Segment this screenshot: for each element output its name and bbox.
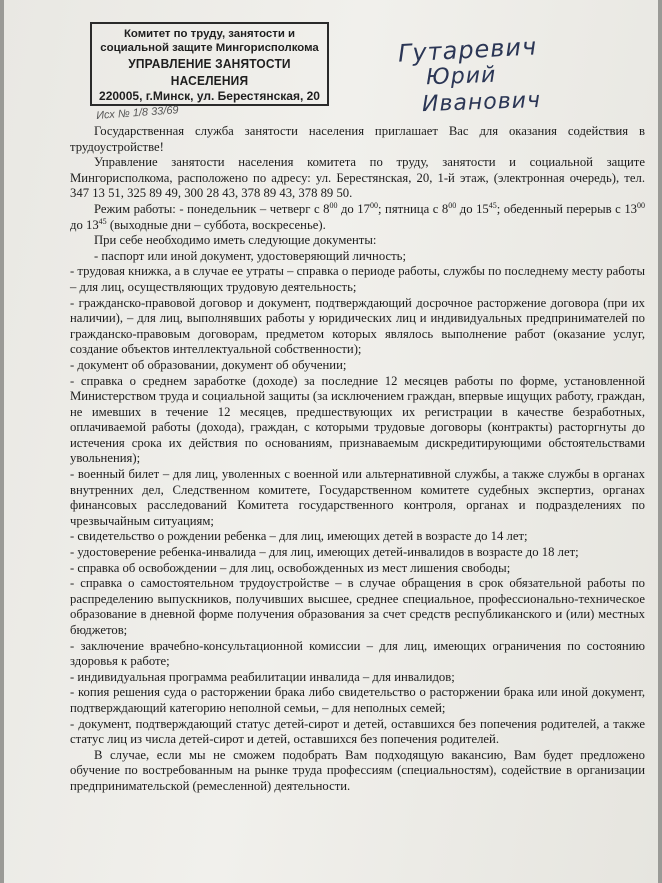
handwritten-patronymic: Иванович <box>421 87 542 118</box>
outgoing-number: Исх № 1/8 33/69 <box>95 104 179 122</box>
stamp-line-4: 220005, г.Минск, ул. Берестянская, 20 <box>99 89 320 103</box>
doc-item-13: - документ, подтверждающий статус детей-сирот и детей, оставшихся без попечения родителей, а также статус лиц из числа детей-сирот и детей, оставшихся без попечения родителей. <box>70 716 645 747</box>
handwritten-first-name: Юрий <box>425 62 497 91</box>
stamp-line-3: УПРАВЛЕНИЕ ЗАНЯТОСТИ НАСЕЛЕНИЯ <box>128 56 291 88</box>
stamp-line-1: Комитет по труду, занятости и <box>123 28 295 40</box>
doc-item-0: - паспорт или иной документ, удостоверяющий личность; <box>94 248 406 263</box>
documents-intro: При себе необходимо иметь следующие документы: <box>94 233 377 248</box>
doc-item-2: - гражданско-правовой договор и документ, подтверждающий досрочное расторжение договора (при их наличии), – для лиц, выполнявших работы у юридических лиц и индивидуальных предпринимателей по гражданско-правовым договорам, предметом которых являлось выполнение работ (оказание услуг, создание объектов интеллектуальной собственности); <box>70 295 645 357</box>
doc-item-5: - военный билет – для лиц, уволенных с военной или альтернативной службы, а также службы в органах внутренних дел, Следственном комитете, Государственном комитете судебных экспертиз, органах финансовых расследований Комитета государственного контроля, органах и подразделениях по чрезвычайным ситуациям; <box>70 467 645 528</box>
intro-paragraph: Государственная служба занятости населения приглашает Вас для оказания содействия в трудоустройстве! <box>70 124 645 154</box>
doc-item-10: - заключение врачебно-консультационной комиссии – для лиц, имеющих ограничения по состоянию здоровья к работе; <box>70 638 645 669</box>
doc-item-1: - трудовая книжка, а в случае ее утраты – справка о периоде работы, службы по последнему месту работы – для лиц, осуществляющих трудовую деятельность; <box>70 264 645 294</box>
doc-item-11: - индивидуальная программа реабилитации инвалида – для инвалидов; <box>70 669 455 684</box>
document-body <box>70 124 645 795</box>
handwritten-surname: Гутаревич <box>397 32 538 68</box>
doc-item-7: - удостоверение ребенка-инвалида – для лиц, имеющих детей-инвалидов в возрасте до 18 лет; <box>70 545 579 560</box>
doc-item-4: - справка о среднем заработке (доходе) за последние 12 месяцев работы по форме, установленной Министерством труда и социальной защиты (за исключением граждан, впервые ищущих работу, граждан, не имевших в течение 12 месяцев, предшествующих их регистрации в качестве безработных, оплачиваемой работы (дохода), граждан, с которыми трудовые договоры (контракты) расторгнуты до истечения срока их действия по основаниям, признаваемым дискредитирующими обстоятельствами увольнения); <box>70 373 645 466</box>
schedule-paragraph: Режим работы: - понедельник – четверг с $8^{00}$ до $17^{00}$; пятница с $8^{00}$ до $15^{45}$; обеденный перерыв с $13^{00}$ до $13^{45}$ (выходные дни – суббота, воскресенье). <box>70 200 645 232</box>
doc-item-12: - копия решения суда о расторжении брака либо свидетельство о расторжении брака или иной документ, подтверждающий категорию неполной семьи, – для неполных семей; <box>70 685 645 715</box>
handwritten-name <box>392 32 592 126</box>
stamp-line-2: социальной защите Мингорисполкома <box>100 42 319 54</box>
doc-item-9: - справка о самостоятельном трудоустройстве – в случае обращения в срок обязательной работы по распределению выпускников, получивших высшее, среднее специальное, профессионально-техническое образование в дневной форме получения образования за счет средств республиканского и (или) местных бюджетов; <box>70 576 645 637</box>
address-paragraph: Управление занятости населения комитета по труду, занятости и социальной защите Мингорисполкома, расположено по адресу: ул. Берестянская, 20, 1-й этаж, (электронная очередь), тел. 347 13 51, 325 89 49, 300 28 43, 378 89 43, 378 89 50. <box>70 155 645 201</box>
doc-item-6: - свидетельство о рождении ребенка – для лиц, имеющих детей в возрасте до 14 лет; <box>70 529 528 544</box>
document-sheet <box>4 0 658 883</box>
doc-item-8: - справка об освобождении – для лиц, освобожденных из мест лишения свободы; <box>70 560 511 575</box>
doc-item-3: - документ об образовании, документ об обучении; <box>70 357 347 372</box>
closing-paragraph: В случае, если мы не сможем подобрать Вам подходящую вакансию, Вам будет предложено обучение по востребованным на рынке труда профессиям (специальностям), содействие в организации предпринимательской (ремесленной) деятельности. <box>70 747 645 793</box>
organization-stamp <box>90 22 329 106</box>
